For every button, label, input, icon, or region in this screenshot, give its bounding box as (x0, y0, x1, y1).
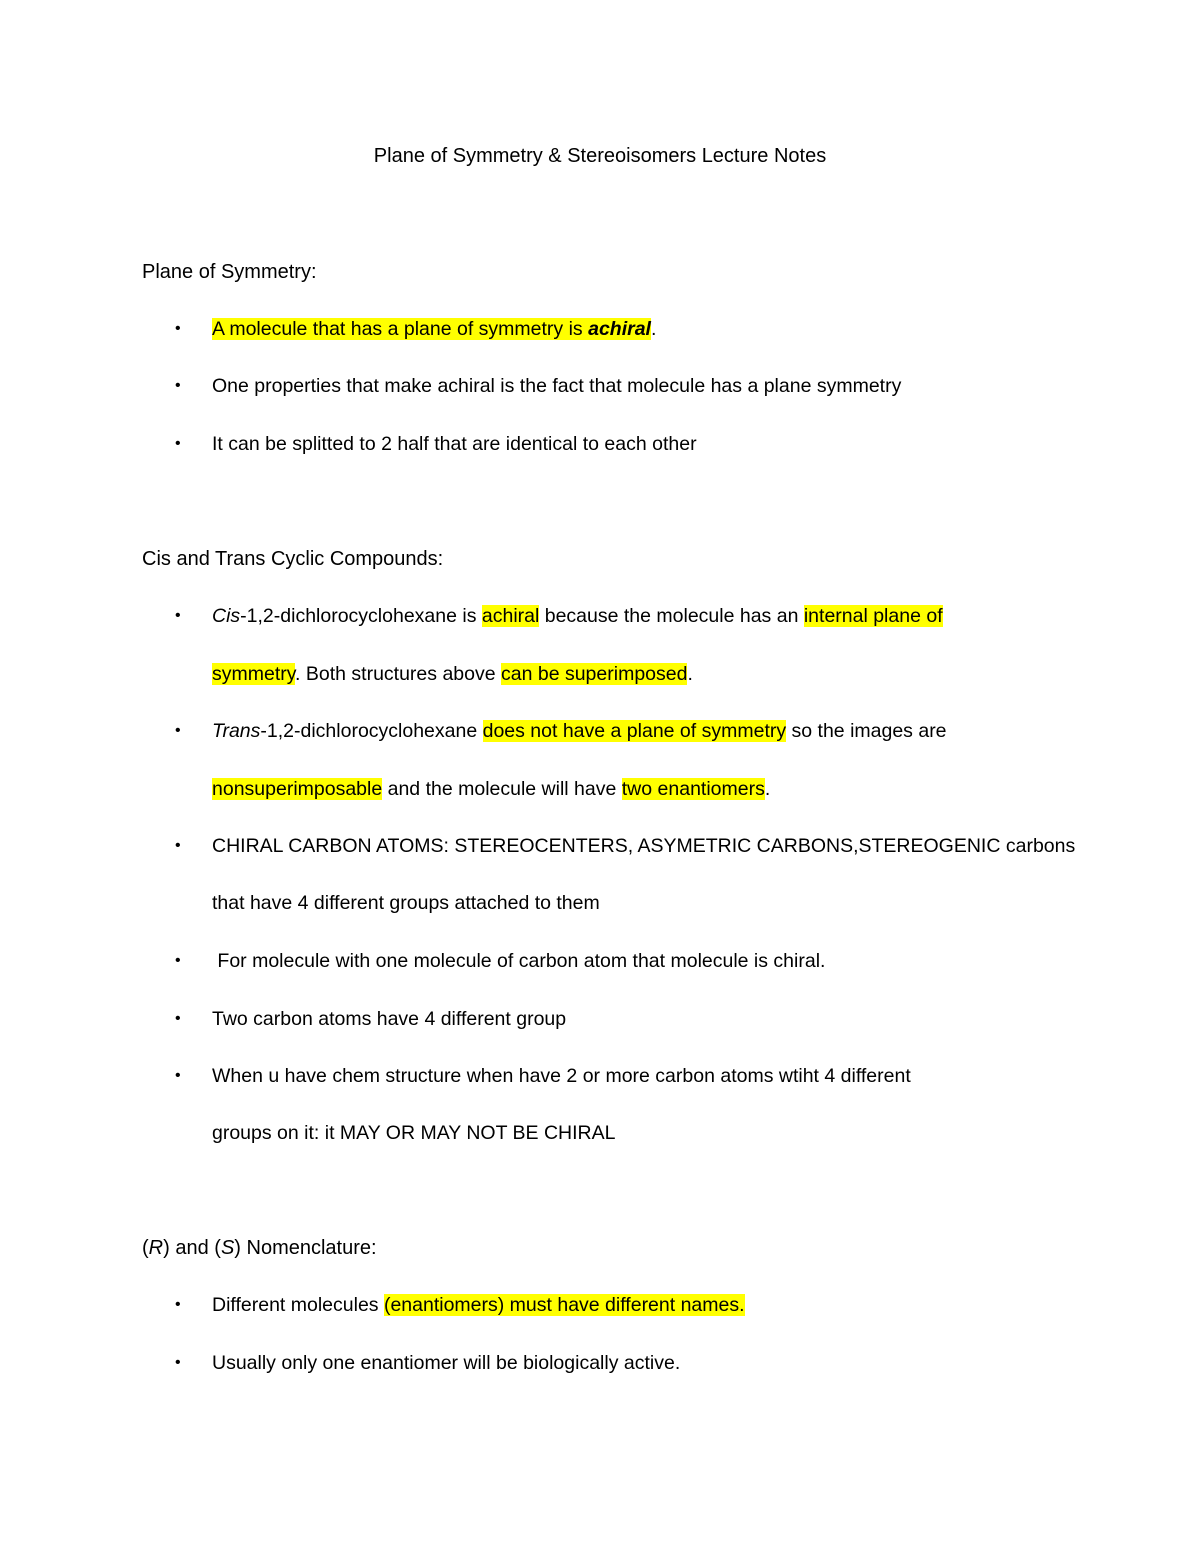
list-item: Usually only one enantiomer will be biologically active. (212, 1352, 681, 1374)
list-item-continuation: symmetry. Both structures above can be superimposed. (212, 663, 693, 685)
bullet-marker: • (175, 1296, 181, 1313)
list-item-continuation: that have 4 different groups attached to them (212, 892, 600, 914)
highlighted-text: can be superimposed (501, 663, 688, 685)
bullet-marker: • (175, 1067, 181, 1084)
list-item-continuation: groups on it: it MAY OR MAY NOT BE CHIRAL (212, 1122, 616, 1144)
bullet-marker: • (175, 722, 181, 739)
bullet-marker: • (175, 952, 181, 969)
section-heading-nomenclature: (R) and (S) Nomenclature: (142, 1237, 377, 1259)
list-item: It can be splitted to 2 half that are identical to each other (212, 433, 697, 455)
list-item: One properties that make achiral is the fact that molecule has a plane symmetry (212, 375, 902, 397)
list-item: For molecule with one molecule of carbon atom that molecule is chiral. (212, 950, 826, 972)
document-title: Plane of Symmetry & Stereoisomers Lecture Notes (373, 145, 827, 167)
section-heading-plane-of-symmetry: Plane of Symmetry: (142, 261, 317, 283)
highlighted-text: (enantiomers) must have different names. (383, 1294, 745, 1316)
list-item: Different molecules (enantiomers) must have different names. (212, 1294, 745, 1316)
list-item: Trans-1,2-dichlorocyclohexane does not have a plane of symmetry so the images are (212, 720, 947, 742)
list-item: CHIRAL CARBON ATOMS: STEREOCENTERS, ASYMETRIC CARBONS,STEREOGENIC carbons (212, 835, 1076, 857)
highlighted-text: does not have a plane of symmetry (482, 720, 787, 742)
bullet-marker: • (175, 377, 181, 394)
bullet-marker: • (175, 607, 181, 624)
bullet-marker: • (175, 320, 181, 337)
bullet-marker: • (175, 1354, 181, 1371)
highlighted-text: internal plane of (803, 605, 943, 627)
list-item: When u have chem structure when have 2 or more carbon atoms wtiht 4 different (212, 1065, 911, 1087)
highlighted-text: symmetry (212, 663, 296, 685)
list-item-continuation: nonsuperimposable and the molecule will have two enantiomers. (212, 778, 771, 800)
highlighted-text: achiral (481, 605, 540, 627)
bullet-marker: • (175, 1010, 181, 1027)
highlighted-text: two enantiomers (621, 778, 765, 800)
list-item: Two carbon atoms have 4 different group (212, 1008, 567, 1030)
section-heading-cis-trans: Cis and Trans Cyclic Compounds: (142, 548, 444, 570)
bullet-marker: • (175, 435, 181, 452)
list-item: Cis-1,2-dichlorocyclohexane is achiral because the molecule has an internal plane of (212, 605, 943, 627)
highlighted-text: A molecule that has a plane of symmetry is achiral (212, 318, 651, 340)
bullet-marker: • (175, 837, 181, 854)
highlighted-text: nonsuperimposable (212, 778, 383, 800)
list-item: A molecule that has a plane of symmetry is achiral. (212, 318, 657, 340)
